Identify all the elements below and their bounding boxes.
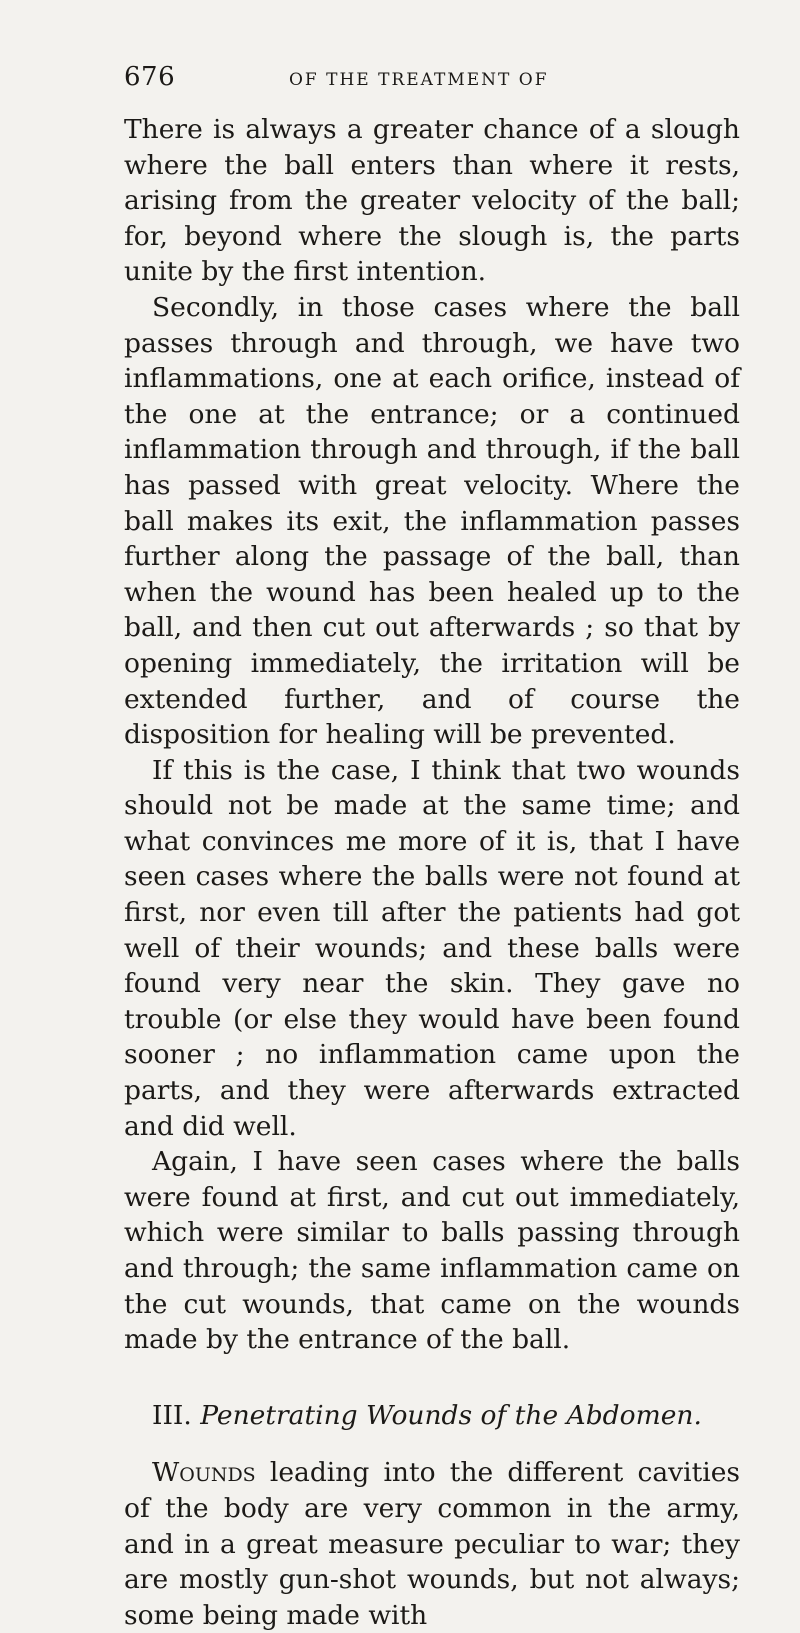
- section-title: Penetrating Wounds of the Abdomen.: [200, 1399, 702, 1431]
- paragraph-3: If this is the case, I think that two wounds should not be made at the same time; and what convinces me more of it is, that I have seen cases where the balls were not found at first, nor even till after the patients had got well of their wounds; and these balls were found very near the skin. They gave no trouble (or else they would have been found sooner ; no inflammation came upon the parts, and they were afterwards extracted and did well.: [124, 754, 740, 1142]
- section-heading: [152, 1398, 740, 1434]
- paragraph-2: Secondly, in those cases where the ball passes through and through, we have two inflammations, one at each orifice, instead of the one at the entrance; or a continued inflammation through and through, if the ball has passed with great velocity. Where the ball makes its exit, the inflammation passes further along the passage of the ball, than when the wound has been healed up to the ball, and then cut out afterwards ; so that by opening immediately, the irritation will be extended further, and of course the disposition for healing will be prevented.: [124, 291, 740, 751]
- paragraph-4: Again, I have seen cases where the balls were found at first, and cut out immediately, which were similar to balls passing through and through; the same inflammation came on the cut wounds, that came on the wounds made by the entrance of the ball.: [124, 1146, 740, 1356]
- body-text: [124, 112, 740, 1633]
- page-header: [124, 0, 740, 112]
- lead-word: Wounds: [152, 1457, 256, 1489]
- paragraph-5-text: leading into the different cavities of the body are very common in the army, and in a great measure peculiar to war; they are mostly gun-shot wounds, but not always; some being made with: [124, 1457, 740, 1631]
- page-number: 676: [124, 62, 176, 92]
- running-head: OF THE TREATMENT OF: [289, 70, 549, 90]
- paragraph-5: [124, 1455, 740, 1633]
- section-number: III.: [152, 1399, 192, 1431]
- paragraph-1: There is always a greater chance of a slough where the ball enters than where it rests, arising from the greater velocity of the ball; for, beyond where the slough is, the parts unite by the first intention.: [124, 114, 740, 288]
